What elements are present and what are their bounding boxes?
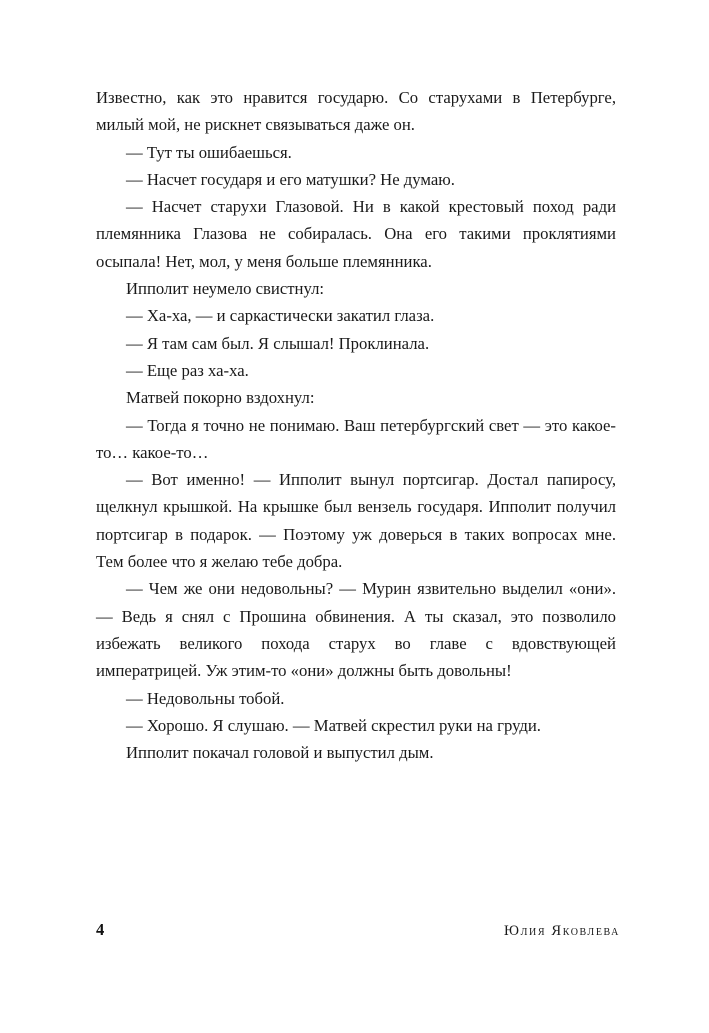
paragraph: — Я там сам был. Я слышал! Проклинала. — [126, 333, 430, 353]
running-head-author: Юлия Яковлева — [504, 923, 620, 939]
page-number: 4 — [96, 920, 105, 939]
paragraph: — Чем же они недовольны? — Мурин язвительно выделил «они». — Ведь я снял с Прошина обвинения. А ты сказал, это позволило избежать великого похода старух во главе с вдовствующей императрицей. Уж этим-то «они» должны быть довольны! — [96, 579, 616, 681]
paragraph: — Еще раз ха-ха. — [126, 360, 249, 380]
body-text — [96, 84, 616, 766]
page-footer — [96, 920, 620, 940]
paragraph: Известно, как это нравится государю. Со старухами в Петербурге, милый мой, не рискнет связываться даже он. — [96, 88, 616, 135]
paragraph: — Насчет старухи Глазовой. Ни в какой крестовый поход ради племянника Глазова не собиралась. Она его такими проклятиями осыпала! Нет, мол, у меня больше племянника. — [96, 197, 616, 271]
paragraph: Ипполит покачал головой и выпустил дым. — [126, 743, 434, 763]
paragraph: — Тут ты ошибаешься. — [126, 142, 292, 162]
paragraph: — Вот именно! — Ипполит вынул портсигар. Достал папиросу, щелкнул крышкой. На крышке был вензель государя. Ипполит получил портсигар в подарок. — Поэтому уж доверься в таких вопросах мне. Тем более что я желаю тебе добра. — [96, 470, 616, 572]
paragraph: Матвей покорно вздохнул: — [126, 388, 315, 408]
paragraph: Ипполит неумело свистнул: — [126, 279, 325, 299]
paragraph: — Ха-ха, — и саркастически закатил глаза. — [126, 306, 435, 326]
paragraph: — Тогда я точно не понимаю. Ваш петербургский свет — это какое-то… какое-то… — [96, 415, 616, 462]
paragraph: — Насчет государя и его матушки? Не думаю. — [126, 169, 455, 189]
paragraph: — Недовольны тобой. — [126, 688, 285, 708]
paragraph: — Хорошо. Я слушаю. — Матвей скрестил руки на груди. — [126, 715, 541, 735]
